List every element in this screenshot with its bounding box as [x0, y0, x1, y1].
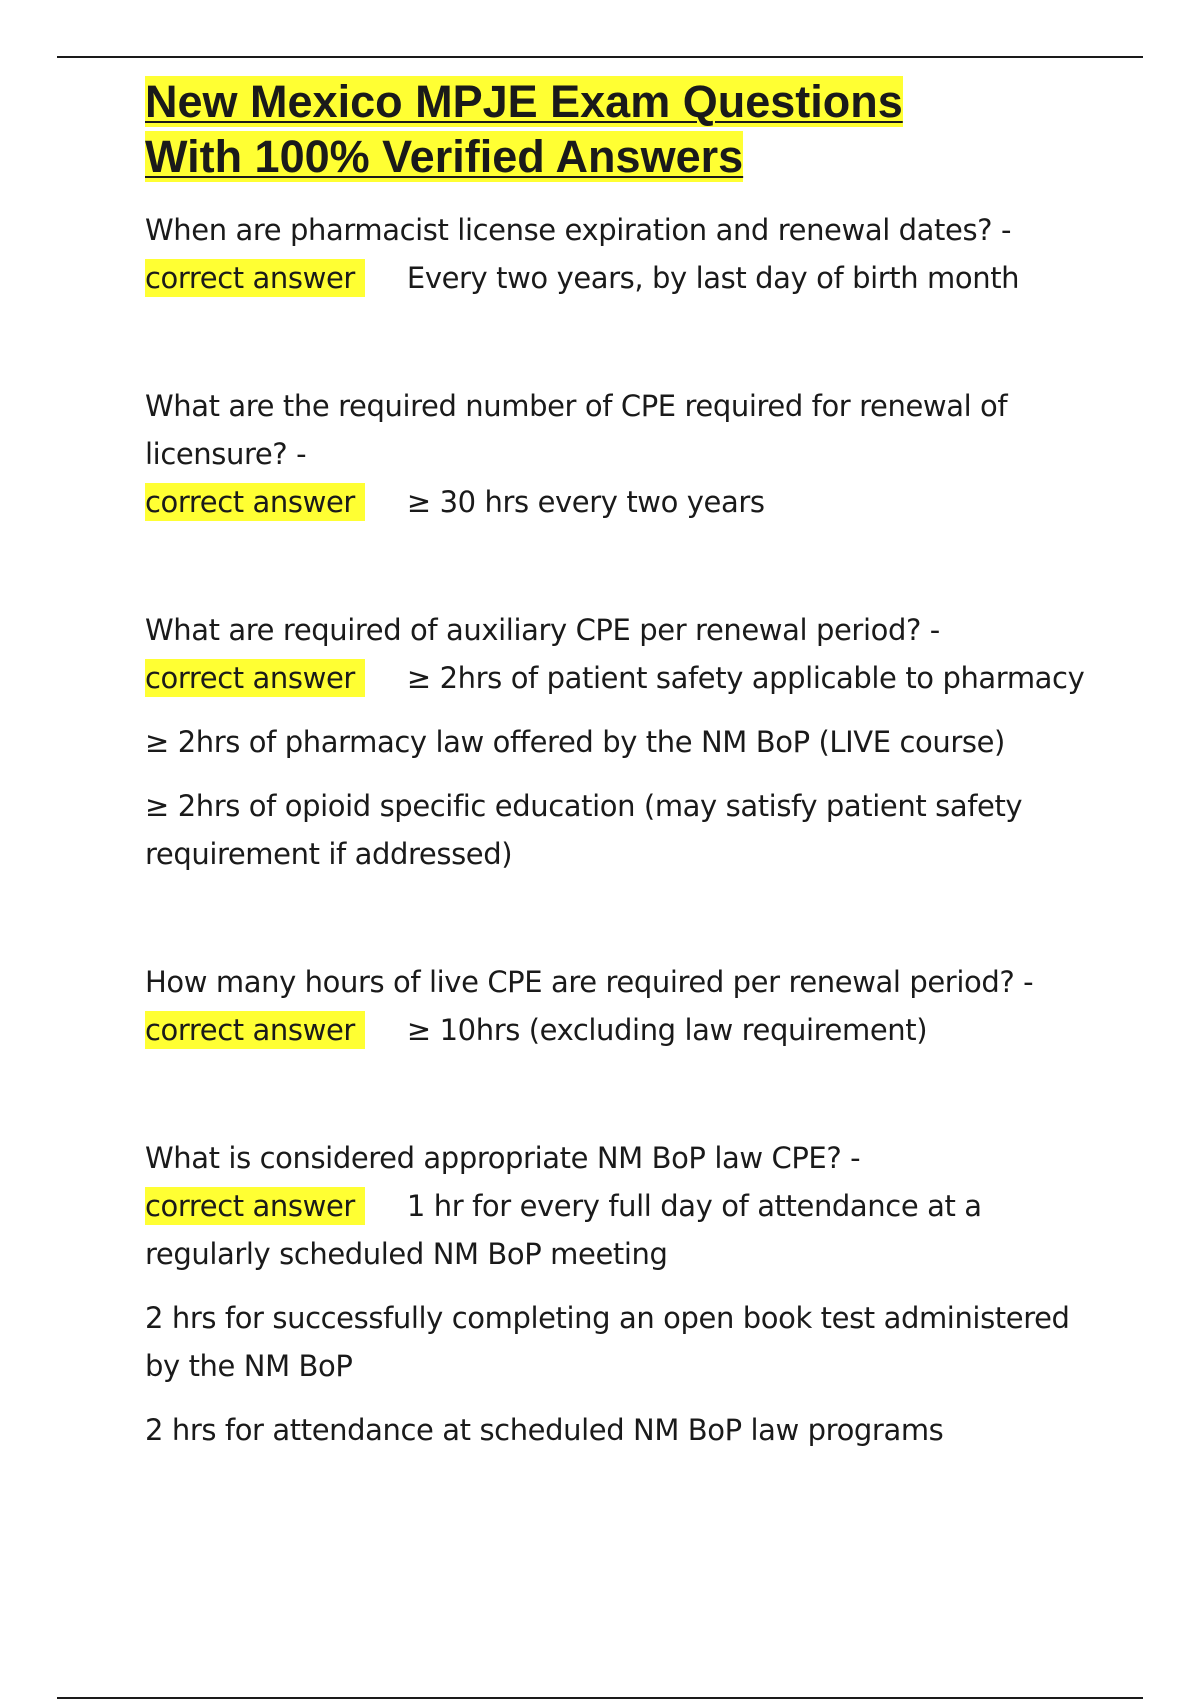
answer-extra: ≥ 2hrs of opioid specific education (may satisfy patient safety requirement if addressed): [145, 789, 1023, 871]
correct-answer-marker: correct answer: [145, 483, 365, 521]
question: What is considered appropriate NM BoP law CPE? -: [145, 1141, 861, 1175]
document-body: [145, 74, 1105, 1454]
bottom-rule: [57, 1697, 1143, 1699]
answer-line: [145, 1182, 1105, 1278]
question: How many hours of live CPE are required per renewal period? -: [145, 965, 1034, 999]
question: When are pharmacist license expiration and renewal dates? -: [145, 213, 1012, 247]
correct-answer-marker: correct answer: [145, 1187, 365, 1225]
correct-answer-marker: correct answer: [145, 1011, 365, 1049]
answer: ≥ 10hrs (excluding law requirement): [406, 1013, 928, 1047]
qa-item-4: [145, 958, 1105, 1054]
answer-line: [145, 1006, 1105, 1054]
answer: 1 hr for every full day of attendance at a regularly scheduled NM BoP meeting: [145, 1189, 982, 1271]
answer: ≥ 30 hrs every two years: [406, 485, 765, 519]
answer-extra: 2 hrs for attendance at scheduled NM BoP law programs: [145, 1413, 944, 1447]
qa-item-2: [145, 382, 1105, 526]
correct-answer-marker: correct answer: [145, 259, 365, 297]
qa-item-5: [145, 1134, 1105, 1454]
answer: Every two years, by last day of birth month: [406, 261, 1020, 295]
answer-extra: ≥ 2hrs of pharmacy law offered by the NM BoP (LIVE course): [145, 725, 1005, 759]
top-rule: [57, 56, 1143, 58]
qa-item-3: [145, 606, 1105, 878]
title-line-1: New Mexico MPJE Exam Questions: [145, 76, 903, 127]
answer-line: [145, 478, 1105, 526]
question: What are required of auxiliary CPE per renewal period? -: [145, 613, 940, 647]
answer-line: [145, 654, 1105, 702]
qa-item-1: [145, 206, 1105, 302]
answer-line: [145, 254, 1105, 302]
document-title: [145, 74, 1105, 184]
title-line-2: With 100% Verified Answers: [145, 131, 744, 182]
answer: ≥ 2hrs of patient safety applicable to pharmacy: [406, 661, 1085, 695]
answer-extra: 2 hrs for successfully completing an open book test administered by the NM BoP: [145, 1301, 1070, 1383]
correct-answer-marker: correct answer: [145, 659, 365, 697]
question: What are the required number of CPE required for renewal of licensure? -: [145, 389, 1008, 471]
